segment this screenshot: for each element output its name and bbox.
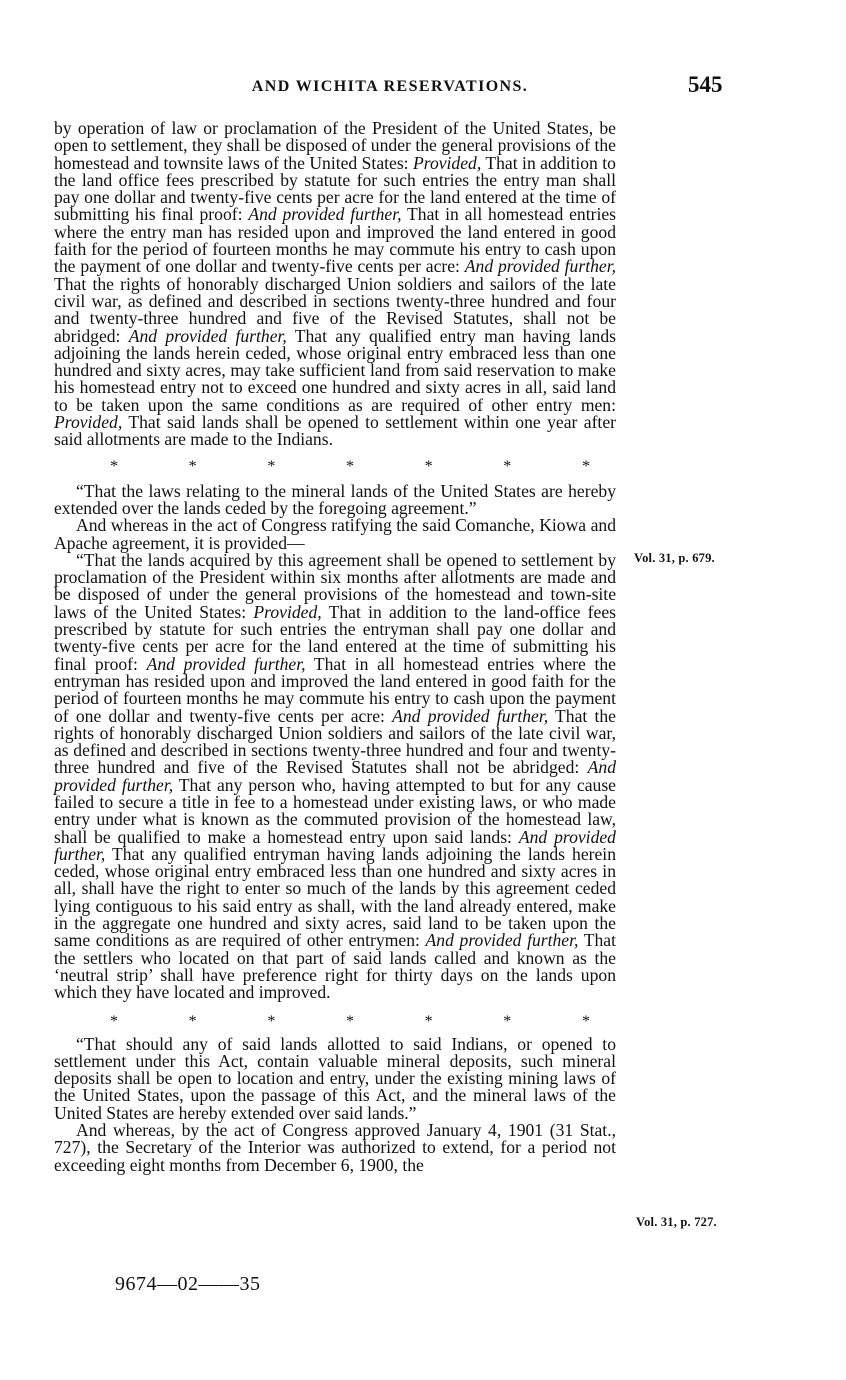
paragraph-continuation	[54, 120, 616, 449]
star: *	[267, 457, 276, 475]
paragraph-mineral-deposits: “That should any of said lands allotted to said Indians, or opened to settlement under this Act, contain valuable mineral deposits, such mineral deposits shall be open to location and entry, under the existing mining laws of the United States, upon the passage of this Act, and the mineral laws of the United States are hereby extended over said lands.”	[54, 1033, 616, 1123]
italic-proviso: Provided,	[253, 601, 322, 622]
text-run: That in addition to the land office fees prescribed by statute for such entries the entry man shall pay one dollar and twenty-five cents per acre for the land entered at the time of submitting his final proof:	[54, 152, 616, 225]
star: *	[267, 1012, 276, 1030]
star: *	[424, 457, 433, 475]
star: *	[345, 1012, 354, 1030]
star: *	[110, 457, 118, 475]
star: *	[188, 457, 197, 475]
star: *	[345, 457, 354, 475]
margin-citation: Vol. 31, p. 727.	[636, 1215, 717, 1229]
paragraph-quoted-provisions	[54, 549, 616, 1003]
star: *	[503, 457, 512, 475]
ellipsis-stars	[54, 459, 616, 475]
star: *	[581, 1012, 590, 1030]
star: *	[110, 1012, 118, 1030]
running-title: AND WICHITA RESERVATIONS.	[251, 78, 529, 95]
signature-mark: 9674—02——35	[115, 1273, 261, 1295]
star: *	[188, 1012, 197, 1030]
text-run: That in all homestead entries where the entryman has resided upon and improved the land entered in good faith for the period of fourteen months he may commute his entry to cash upon the payment of one dollar and twenty-five cents per acre:	[54, 653, 616, 726]
text-run: by operation of law or proclamation of the President of the United States, be open to settlement, they shall be disposed of under the general provisions of the homestead and townsite laws of the United States:	[54, 118, 616, 173]
page-number: 545	[688, 72, 723, 97]
margin-citation: Vol. 31, p. 679.	[634, 551, 715, 565]
text-run: That in addition to the land-office fees prescribed by statute for such entries the entryman shall pay one dollar and twenty-five cents per acre for the land entered at the time of submitting his final proof:	[54, 601, 616, 674]
star: *	[581, 457, 590, 475]
italic-proviso: And provided further,	[128, 325, 287, 346]
ellipsis-stars	[54, 1014, 616, 1030]
italic-proviso: And provided further,	[392, 705, 549, 726]
text-run: That any person who, having attempted to but for any cause failed to secure a title in fee to a homestead under existing laws, or who made entry under what is known as the commuted provision of the homestead law, shall be qualified to make a homestead entry upon said lands:	[54, 774, 616, 847]
italic-proviso: Provided,	[413, 152, 482, 173]
paragraph-whereas-comanche: And whereas in the act of Congress ratifying the said Comanche, Kiowa and Apache agreement, it is provided—	[54, 515, 616, 553]
text-run: That the settlers who located on that part of said lands called and known as the ‘neutral strip’ shall have preference right for thirty days on the lands upon which they have located and improved.	[54, 930, 616, 1003]
italic-proviso: And provided further,	[248, 204, 402, 225]
italic-proviso: And provided further,	[146, 653, 306, 674]
paragraph-whereas-1901-act: And whereas, by the act of Congress approved January 4, 1901 (31 Stat., 727), the Secretary of the Interior was authorized to extend, for a period not exceeding eight months from December 6, 1900, the	[54, 1120, 616, 1175]
italic-proviso: And provided further,	[54, 757, 616, 795]
italic-proviso: And provided further,	[425, 930, 579, 951]
paragraph-mineral-lands: “That the laws relating to the mineral lands of the United States are hereby extended over the lands ceded by the foregoing agreement.”	[54, 480, 616, 518]
star: *	[503, 1012, 512, 1030]
star: *	[424, 1012, 433, 1030]
text-run: That any qualified entryman having lands adjoining the lands herein ceded, whose original entry embraced less than one hundred and sixty acres in all, shall have the right to enter so much of the lands by this agreement ceded lying contiguous to his said entry as shall, with the land already entered, make in the aggregate one hundred and sixty acres, said land to be taken upon the same conditions as are required of other entrymen:	[54, 843, 616, 951]
italic-proviso: And provided further,	[54, 826, 616, 864]
body-text	[54, 120, 616, 1174]
text-run: That in all homestead entries where the entry man has resided upon and improved the land entered in good faith for the period of fourteen months he may commute his entry to cash upon the payment of one dollar and twenty-five cents per acre:	[54, 204, 616, 277]
text-run: That the rights of honorably discharged Union soldiers and sailors of the late civil war, as defined and described in sections twenty-three hundred and four and twenty-three hundred and five of the Revised Statutes, shall not be abridged:	[54, 273, 616, 346]
text-run: “That the lands acquired by this agreement shall be opened to settlement by proclamation of the President within six months after allotments are made and be disposed of under the general provisions of the homestead and town-site laws of the United States:	[54, 549, 616, 622]
text-run: That the rights of honorably discharged Union soldiers and sailors of the late civil war, as defined and described in sections twenty-three hundred and four and twenty-three hundred and five of the Revised Statutes shall not be abridged:	[54, 705, 616, 778]
text-run: That said lands shall be opened to settlement within one year after said allotments are made to the Indians.	[54, 412, 616, 450]
text-run: That any qualified entry man having lands adjoining the lands herein ceded, whose original entry embraced less than one hundred and sixty acres, may take sufficient land from said reservation to make his homestead entry not to exceed one hundred and sixty acres in all, said land to be taken upon the same conditions as are required of other entry men:	[54, 325, 617, 415]
italic-proviso: And provided further,	[464, 256, 616, 277]
italic-proviso: Provided,	[54, 412, 123, 433]
